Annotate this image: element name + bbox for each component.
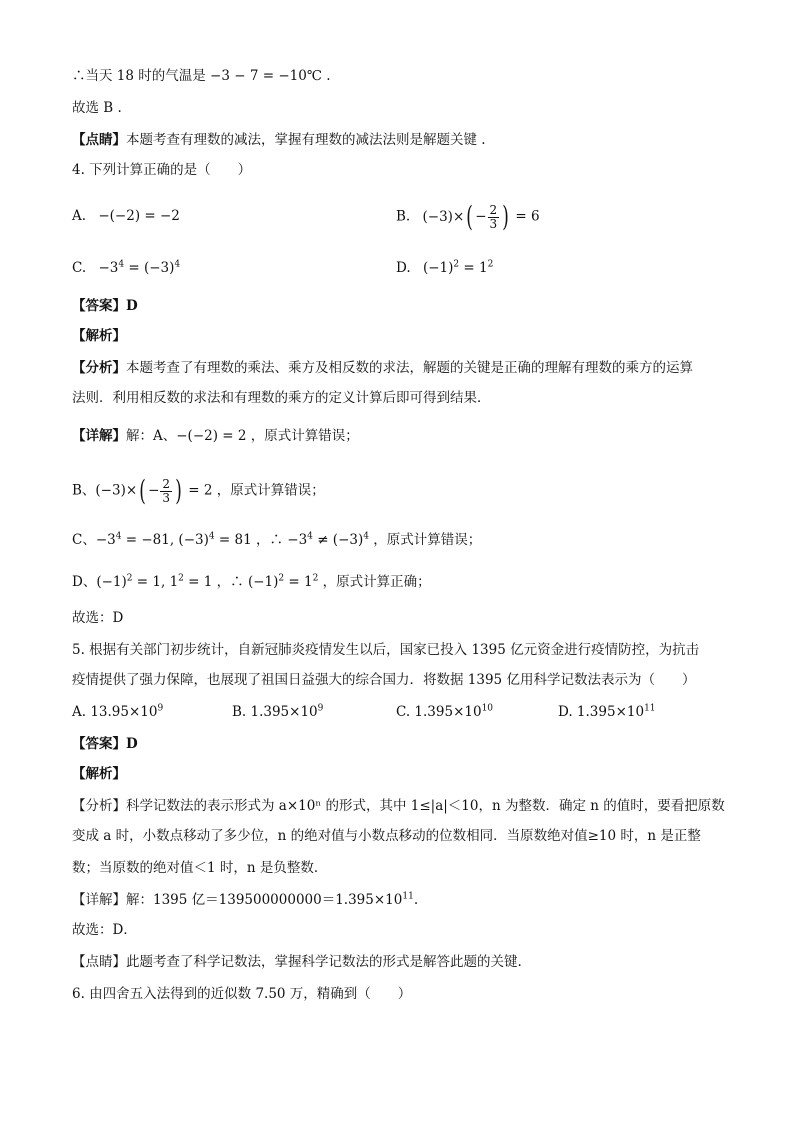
line-therefore-temp: ∴当天 18 时的气温是 −3 − 7 = −10℃ . (72, 68, 331, 84)
line-dianjing-1 (72, 130, 486, 150)
line-choose-b: 故选 B . (72, 100, 122, 116)
q4-xiangjie-b: B、(−3)×( − $\frac{2}{3}$ ) = 2 ，原式计算错误； (72, 474, 325, 507)
q5-xiangjie: 【详解】解：1395 亿$=139500000000=1.395\times 10^{11}$. (72, 891, 419, 908)
q4-jiexi: 【解析】 (72, 328, 126, 344)
q5-option-a: A. $13.95\times 10^9$ (72, 703, 164, 720)
q4-option-d: D. $(-1)^2 = 1^2$ (396, 259, 494, 276)
q4-option-b: B. (−3)×( − $\frac{2}{3}$ ) = 6 (396, 200, 540, 233)
q5-fenxi-1: 【分析】科学记数法的表示形式为 a×10ⁿ 的形式，其中 1≤|a|＜10，n 为整数．确定 n 的值时，要看把原数 (72, 798, 725, 814)
q5-option-c: C. $1.395\times 10^{10}$ (396, 703, 494, 720)
q4-stem: 4. 下列计算正确的是（ ） (72, 162, 252, 178)
q5-fenxi-3: 数；当原数的绝对值＜1 时，n 是负整数． (72, 860, 328, 876)
q4-option-b-left: (−3)× (422, 208, 465, 225)
q5-option-b: B. $1.395\times 10^9$ (232, 703, 324, 720)
q4-xiangjie-d: D、$(-1)^2 = 1$, $1^2 = 1$ ，∴ $(-1)^2 = 1^2$ ，原式计算正确； (72, 573, 431, 590)
q4-option-c-label: C. (72, 260, 87, 276)
q4-xiangjie-a: 【详解】解：A、−(−2) = 2 ，原式计算错误； (72, 428, 359, 444)
q5-fenxi-2: 变成 a 时，小数点移动了多少位，n 的绝对值与小数点移动的位数相同．当原数绝对值≥10 时，n 是正整 (72, 828, 701, 844)
q5-choose: 故选：D． (72, 922, 137, 938)
dianjing-tag: 【点睛】 (72, 132, 126, 148)
q4-option-a-label: A. (72, 208, 87, 224)
dianjing-text: 本题考查有理数的减法，掌握有理数的减法法则是解题关键 . (126, 132, 486, 148)
q4-fenxi-1: 【分析】本题考查了有理数的乘法、乘方及相反数的求法，解题的关键是正确的理解有理数的乘方的运算 (72, 360, 693, 376)
q4-fenxi-2: 法则．利用相反数的求法和有理数的乘方的定义计算后即可得到结果． (72, 390, 491, 406)
q6-stem: 6. 由四舍五入法得到的近似数 7.50 万，精确到（ ） (72, 986, 412, 1002)
q5-stem-2: 疫情提供了强力保障，也展现了祖国日益强大的综合国力．将数据 1395 亿用科学记数法表示为（ ） (72, 672, 696, 688)
q5-dianjing: 【点睛】此题考查了科学记数法，掌握科学记数法的形式是解答此题的关键. (72, 954, 522, 970)
q5-stem-1: 5. 根据有关部门初步统计，自新冠肺炎疫情发生以后，国家已投入 1395 亿元资金进行疫情防控，为抗击 (72, 642, 700, 658)
q4-xiangjie-b-fraction: $\frac{2}{3}$ (162, 476, 171, 505)
q4-choose: 故选：D (72, 610, 124, 626)
q4-option-a-expr: −(−2) = −2 (98, 208, 180, 224)
q4-option-b-fraction: $\frac{2}{3}$ (489, 202, 498, 231)
q4-answer: 【答案】D (72, 298, 138, 314)
q4-option-b-label: B. (396, 208, 411, 225)
q5-option-d: D. $1.395\times 10^{11}$ (558, 703, 656, 720)
q4-xiangjie-c: C、$-3^4 = -81$, $(-3)^4 = 81$ ，∴ $-3^4 \ne (-3)^4$ ，原式计算错误； (72, 531, 482, 548)
q4-option-d-label: D. (396, 260, 411, 276)
q4-option-c: C. $-3^4 = (-3)^4$ (72, 259, 181, 276)
q4-option-a (72, 206, 180, 226)
q4-option-b-right: = 6 (515, 208, 540, 225)
q5-jiexi: 【解析】 (72, 766, 126, 782)
q5-answer: 【答案】D (72, 736, 138, 752)
